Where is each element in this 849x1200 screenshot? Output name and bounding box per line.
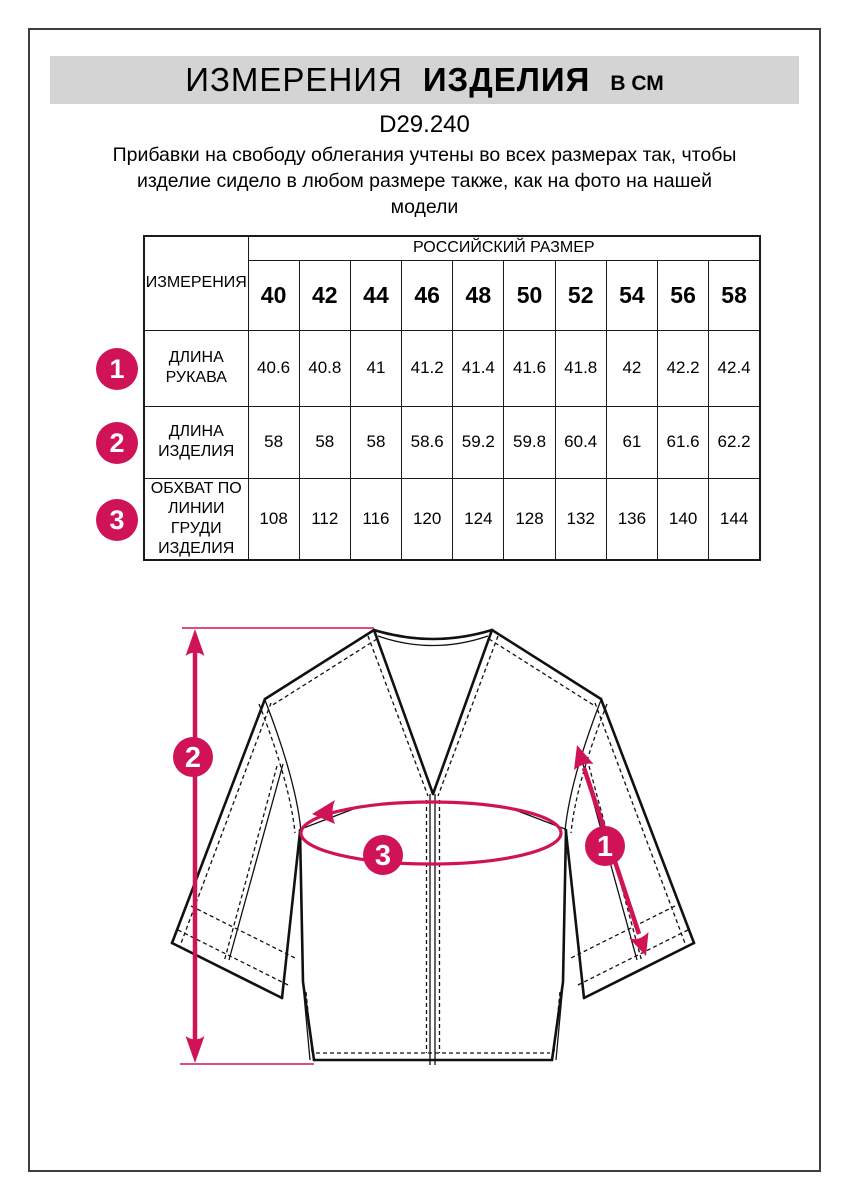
cell-value: 124 (453, 478, 504, 560)
size-table (143, 235, 761, 561)
garment-seams (229, 636, 637, 1065)
arrow-head-down-icon (186, 1036, 205, 1063)
cell-value: 61 (606, 406, 657, 478)
size-header: 46 (402, 260, 453, 330)
cell-value: 120 (402, 478, 453, 560)
cell-value: 61.6 (658, 406, 709, 478)
cell-value: 58.6 (402, 406, 453, 478)
measurement-annotations (173, 628, 649, 1064)
size-group-row (144, 236, 760, 260)
title-word-product: ИЗДЕЛИЯ (422, 61, 591, 98)
fit-note-line: изделие сидело в любом размере также, как на фото на нашей (136, 170, 713, 192)
size-header: 48 (453, 260, 504, 330)
size-header: 54 (606, 260, 657, 330)
title-unit-cm: В СМ (610, 71, 664, 95)
size-header: 52 (555, 260, 606, 330)
size-group-header: РОССИЙСКИЙ РАЗМЕР (248, 236, 760, 260)
fit-note-line: Прибавки на свободу облегания учтены во всех размерах так, чтобы (112, 144, 737, 166)
title-bar (50, 56, 799, 104)
cell-value: 144 (709, 478, 760, 560)
cell-value: 58 (350, 406, 401, 478)
table-row-chest-girth (144, 478, 760, 560)
cell-value: 59.8 (504, 406, 555, 478)
table-row-garment-length (144, 406, 760, 478)
cell-value: 41.4 (453, 330, 504, 406)
size-header: 44 (350, 260, 401, 330)
cell-value: 40.6 (248, 330, 299, 406)
row-marker-1: 1 (96, 348, 138, 390)
cell-value: 42 (606, 330, 657, 406)
garment-technical-drawing (85, 600, 785, 1100)
cell-value: 116 (350, 478, 401, 560)
cell-value: 40.8 (299, 330, 350, 406)
size-header: 56 (658, 260, 709, 330)
cell-value: 140 (658, 478, 709, 560)
cell-value: 112 (299, 478, 350, 560)
fit-note-line: модели (390, 196, 459, 218)
size-header: 42 (299, 260, 350, 330)
row-label: ОБХВАТ ПО ЛИНИИ ГРУДИ ИЗДЕЛИЯ (144, 478, 248, 560)
cell-value: 108 (248, 478, 299, 560)
cell-value: 136 (606, 478, 657, 560)
diagram-marker-2-label: 2 (184, 742, 202, 774)
fit-note (0, 142, 849, 220)
table-row-sleeve-length (144, 330, 760, 406)
cell-value: 59.2 (453, 406, 504, 478)
title-word-measurements: ИЗМЕРЕНИЯ (185, 61, 403, 98)
cell-value: 128 (504, 478, 555, 560)
size-header: 40 (248, 260, 299, 330)
row-label: ДЛИНА РУКАВА (144, 330, 248, 406)
table-corner-label: ИЗМЕРЕНИЯ (144, 236, 248, 330)
diagram-marker-3-label: 3 (374, 840, 392, 872)
row-marker-3: 3 (96, 499, 138, 541)
cell-value: 41.6 (504, 330, 555, 406)
product-code: D29.240 (379, 111, 470, 138)
cell-value: 132 (555, 478, 606, 560)
cell-value: 60.4 (555, 406, 606, 478)
cell-value: 62.2 (709, 406, 760, 478)
cell-value: 41.2 (402, 330, 453, 406)
size-header: 58 (709, 260, 760, 330)
cell-value: 58 (248, 406, 299, 478)
diagram-marker-1-label: 1 (596, 831, 614, 863)
row-marker-2: 2 (96, 422, 138, 464)
cell-value: 42.4 (709, 330, 760, 406)
arrow-head-up-icon (186, 629, 205, 656)
cell-value: 41 (350, 330, 401, 406)
row-label: ДЛИНА ИЗДЕЛИЯ (144, 406, 248, 478)
cell-value: 41.8 (555, 330, 606, 406)
cell-value: 42.2 (658, 330, 709, 406)
chest-girth-ellipse (301, 802, 561, 864)
size-header: 50 (504, 260, 555, 330)
cell-value: 58 (299, 406, 350, 478)
